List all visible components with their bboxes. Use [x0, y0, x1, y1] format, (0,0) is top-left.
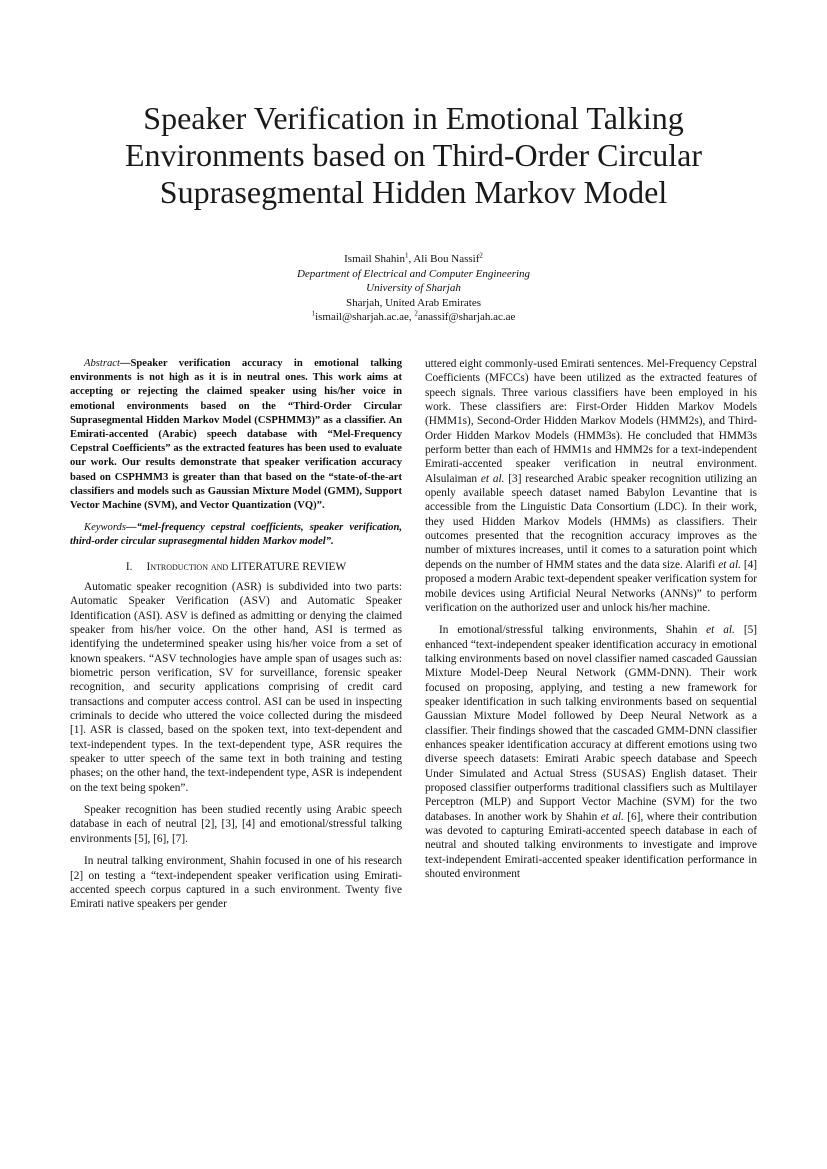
text-segment: [6], where their contribution was devoted to capturing Emirati-accented speech database in each of neutral and shouted talking environments to investigate and improve text-independent Emirati-accented speaker identification performance in shouted environment [425, 810, 757, 881]
author-separator: , [408, 253, 414, 265]
author-block [0, 252, 827, 325]
keywords [70, 521, 402, 549]
right-column [425, 357, 757, 889]
et-al: et al. [480, 472, 505, 485]
author-emails [0, 310, 827, 325]
keywords-lead: Keywords [84, 522, 126, 534]
paragraph-intro: Automatic speaker recognition (ASR) is subdivided into two parts: Automatic Speaker Verification (ASV) and Automatic Speaker Identification (ASI). ASV is defined as admitting or denying the claimed speaker from his/her voice. On the other hand, ASI is termed as identifying the undetermined speaker using his/her voice from a set of known speakers. “ASV technologies have ample span of usages such as: biometric person verification, SV for surveillance, forensic speaker recognition, and security applications comprising of credit card transactions and computer access control. ASI can be used in inspecting criminals to decide who uttered the voice collected during the misdeed [1]. ASR is classed, based on the spoken text, into text-dependent and text-independent types. In the text-dependent type, ASR requires the speaker to utter speech of the same text in both training and testing phases; on the other hand, the text-independent type, ASR is independent on the text being spoken”. [70, 580, 402, 794]
author-names [0, 252, 827, 267]
author-1: Ismail Shahin [344, 253, 405, 265]
author-1-affil: 1 [404, 251, 409, 260]
text-segment: [3] researched Arabic speaker recognition utilizing an openly available speech dataset named Babylon Levantine that is accessible from the Linguistic Data Consortium (LDC). In their work, they used Hidden Markov Models (HMMs) as classifiers. Their outcomes presented that the recognition accuracy improves as the number of mixtures increases, until it comes to a saturation point which depends on the number of HMM states and the data size. Alarifi [425, 472, 757, 571]
email-2-affil: 2 [414, 309, 418, 318]
section-heading [70, 560, 402, 574]
paragraph-neutral-env-cont [425, 357, 757, 615]
abstract-lead: Abstract [84, 358, 120, 369]
text-segment: [5] enhanced “text-independent speaker identification accuracy in emotional talking environments based on novel classifier named cascaded Gaussian Mixture Model-Deep Neural Network (GMM-DNN). Their work focused on proposing, applying, and testing a new framework for speaker identification in such talking environments based on sequential Gaussian Mixture Model followed by Deep Neural Network as a classifier. Their findings showed that the cascaded GMM-DNN classifier enhances speaker identification accuracy at different emotions using two diverse speech datasets: Emirati Arabic speech database and Speech Under Simulated and Actual Stress (SUSAS) English dataset. Their proposed classifier outperforms traditional classifiers such as Multilayer Perceptron (MLP) and Support Vector Machine (SVM) for the two databases. In another work by Shahin [425, 624, 758, 823]
et-al: et al. [600, 810, 624, 823]
et-al: et al. [718, 558, 741, 571]
paragraph-neutral-env: In neutral talking environment, Shahin focused in one of his research [2] on testing a “text-independent speaker verification using Emirati-accented speech corpus captured in a such environment. Twenty five Emirati native speakers per gender [70, 855, 402, 911]
keywords-text: —“mel-frequency cepstral coefficients, speaker verification, third-order circular suprasegmental hidden Markov model”. [70, 522, 402, 548]
et-al: et al. [706, 624, 735, 637]
text-segment: In emotional/stressful talking environments, Shahin [439, 624, 707, 637]
section-title: Introduction and LITERATURE REVIEW [146, 560, 347, 573]
author-location: Sharjah, United Arab Emirates [345, 296, 482, 309]
email-2: anassif@sharjah.ac.ae [417, 311, 516, 323]
email-1-affil: 1 [311, 309, 316, 318]
author-university: University of Sharjah [366, 282, 461, 294]
paragraph-recent-studies: Speaker recognition has been studied recently using Arabic speech database in each of neutral [2], [3], [4] and emotional/stressful talking environments [5], [6], [7]. [70, 804, 402, 845]
abstract [70, 357, 402, 513]
left-column [70, 357, 402, 920]
paper-title: Speaker Verification in Emotional Talking Environments based on Third-Order Circular Suprasegmental Hidden Markov Model [124, 100, 703, 210]
author-2-affil: 2 [479, 251, 483, 260]
author-department: Department of Electrical and Computer Engineering [296, 267, 531, 280]
paragraph-emotional-env [425, 623, 757, 881]
text-segment: uttered eight commonly-used Emirati sentences. Mel-Frequency Cepstral Coefficients (MFCCs) have been utilized as the extracted features of speech signals. Three various classifiers have been employed in his work. These classifiers are: First-Order Hidden Markov Models (HMM1s), Second-Order Hidden Markov Models (HMM2s), and Third-Order Hidden Markov Models (HMM3s). He concluded that HMM3s perform better than each of HMM1s and HMM2s for a text-independent Emirati-accented speaker verification in neutral environment. Alsulaiman [425, 358, 757, 485]
email-1: ismail@sharjah.ac.ae, [315, 311, 415, 323]
abstract-text: —Speaker verification accuracy in emotional talking environments is not high as it is in neutral ones. This work aims at accepting or rejecting the claimed speaker using his/her voice in emotional environments based on the “Third-Order Circular Suprasegmental Hidden Markov Model (CSPHMM3)” as a classifier. An Emirati-accented (Arabic) speech database with “Mel-Frequency Cepstral Coefficients” as the extracted features has been used to evaluate our work. Our results demonstrate that speaker verification accuracy based on CSPHMM3 is greater than that based on the “state-of-the-art classifiers and models such as Gaussian Mixture Model (GMM), Support Vector Machine (SVM), and Vector Quantization (VQ)”. [70, 358, 402, 512]
text-segment: [4] proposed a modern Arabic text-dependent speaker verification system for mobile devices using Artificial Neural Networks (ANNs)” to perform verification on the authorized user and unlock his/her machine. [425, 558, 757, 614]
section-number: I. [125, 560, 133, 573]
author-2: Ali Bou Nassif [413, 253, 480, 265]
